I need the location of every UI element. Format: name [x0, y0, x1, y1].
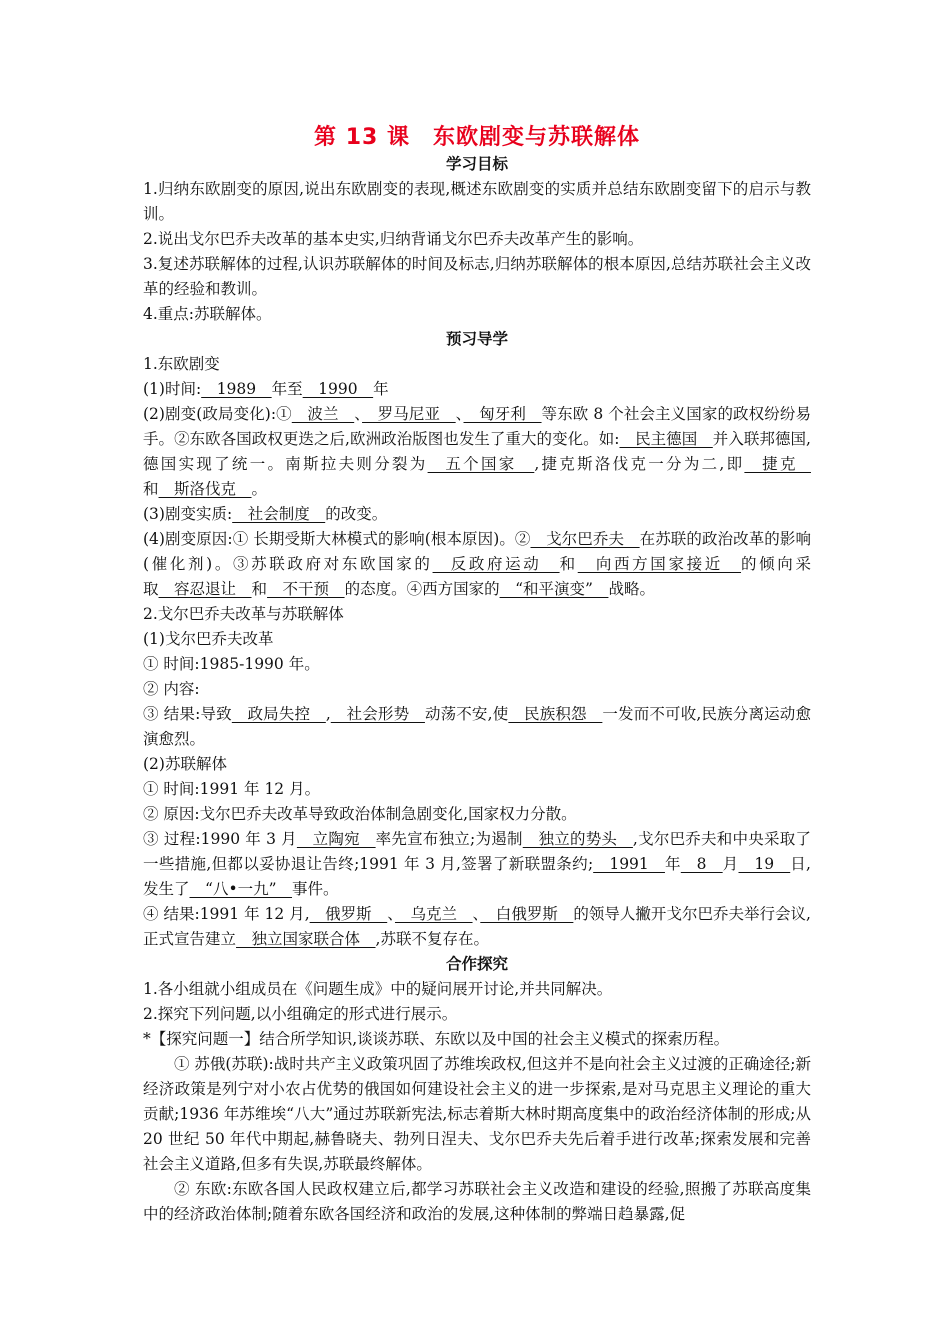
- answer-blank: “八•一九”: [189, 880, 293, 898]
- answer-blank: 1991: [593, 855, 665, 873]
- text: 的改变。: [325, 505, 388, 523]
- inquiry-paragraph-ussr: ① 苏俄(苏联):战时共产主义政策巩固了苏维埃政权,但这并不是向社会主义过渡的正确途径;新经济政策是列宁对小农占优势的俄国如何建设社会主义的进一步探索,是对马克思主义理论的重大贡献;1936 年苏维埃“八大”通过苏联新宪法,标志着斯大林时期高度集中的政治经济体制的形成;从 20 世纪 50 年代中期起,赫鲁晓夫、勃列日涅夫、戈尔巴乔夫先后着手进行改革;探索发展和完善社会主义道路,但多有失误,苏联最终解体。: [143, 1055, 811, 1173]
- answer-blank: 五个国家: [427, 455, 535, 473]
- text: (4)剧变原因:① 长期受斯大林模式的影响(根本原因)。②: [143, 530, 531, 548]
- text: (1)时间:: [143, 380, 202, 398]
- text: ④ 结果:1991 年 12 月,: [143, 905, 310, 923]
- heading-eastern-europe: 1.东欧剧变: [143, 355, 220, 373]
- answer-blank: 俄罗斯: [309, 905, 388, 923]
- text: 等东欧 8 个社会主义国家的政权纷纷易手。②东欧各国政权更迭之后,欧洲政治版图也发生了重大的变化。如:: [143, 405, 811, 448]
- section-heading-preview: 预习导学: [445, 330, 508, 348]
- text: ,苏联不复存在。: [375, 930, 489, 948]
- text: 动荡不安,使: [424, 705, 509, 723]
- text: 、: [387, 905, 395, 923]
- paragraph-dissolution-result: [143, 902, 811, 952]
- text: 年: [664, 855, 681, 873]
- text: ③ 过程:1990 年 3 月: [143, 830, 297, 848]
- text: 的领导人撇开戈尔巴乔夫举行会议,正式宣告建立: [143, 905, 811, 948]
- answer-blank: 白俄罗斯: [480, 905, 574, 923]
- paragraph-essence: [143, 502, 811, 527]
- text: 、: [455, 405, 464, 423]
- answer-blank: 19: [738, 855, 791, 873]
- text: 、: [472, 905, 481, 923]
- cooperation-line-2: 2.探究下列问题,以小组确定的形式进行展示。: [143, 1005, 458, 1023]
- paragraph-causes: [143, 527, 811, 602]
- text: 事件。: [292, 880, 339, 898]
- text: 的态度。④西方国家的: [344, 580, 500, 598]
- answer-blank: 社会制度: [232, 505, 326, 523]
- answer-blank: 立陶宛: [296, 830, 376, 848]
- text: ,戈尔巴乔夫和中央采取了一些措施,但都以妥协退让告终;1991 年 3 月,签署了新联盟条约;: [143, 830, 811, 873]
- answer-blank: 捷克: [744, 455, 811, 473]
- text: ,捷克斯洛伐克一分为二,即: [534, 455, 745, 473]
- answer-blank: 不干预: [267, 580, 345, 598]
- section-heading-cooperation: 合作探究: [445, 955, 508, 973]
- page-content: [143, 124, 811, 1227]
- answer-blank: 乌克兰: [394, 905, 473, 923]
- text: 并入联邦德国,德国实现了统一。南斯拉夫则分裂为: [143, 430, 811, 473]
- answer-blank: 匈牙利: [463, 405, 542, 423]
- heading-gorbachev: 2.戈尔巴乔夫改革与苏联解体: [143, 605, 344, 623]
- answer-blank: 1990: [302, 380, 374, 398]
- objective-2: 2.说出戈尔巴乔夫改革的基本史实,归纳背诵戈尔巴乔夫改革产生的影响。: [143, 230, 644, 248]
- answer-blank: 罗马尼亚: [362, 405, 456, 423]
- answer-blank: 向西方国家接近: [577, 555, 742, 573]
- text: 。: [251, 480, 268, 498]
- section-heading-objectives: 学习目标: [445, 155, 508, 173]
- text: 月: [722, 855, 739, 873]
- objective-3: 3.复述苏联解体的过程,认识苏联解体的时间及标志,归纳苏联解体的根本原因,总结苏联社会主义改革的经验和教训。: [143, 255, 811, 298]
- text: (2)剧变(政局变化):①: [143, 405, 292, 423]
- text: ③ 结果:导致: [143, 705, 232, 723]
- objective-1: 1.归纳东欧剧变的原因,说出东欧剧变的表现,概述东欧剧变的实质并总结东欧剧变留下的启示与教训。: [143, 180, 811, 223]
- text: 的倾向采取: [143, 555, 811, 598]
- inquiry-paragraph-eastern-europe: ② 东欧:东欧各国人民政权建立后,都学习苏联社会主义改造和建设的经验,照搬了苏联高度集中的经济政治体制;随着东欧各国经济和政治的发展,这种体制的弊端日趋暴露,促: [143, 1180, 811, 1223]
- answer-blank: 独立的势头: [522, 830, 633, 848]
- answer-blank: 波兰: [291, 405, 355, 423]
- text: 和: [143, 480, 159, 498]
- answer-blank: “和平演变”: [499, 580, 609, 598]
- subheading-dissolution: (2)苏联解体: [143, 755, 227, 773]
- reform-time: ① 时间:1985-1990 年。: [143, 655, 320, 673]
- text: 和: [559, 555, 578, 573]
- lesson-title: 第 13 课 东欧剧变与苏联解体: [314, 125, 640, 150]
- text: 战略。: [608, 580, 655, 598]
- answer-blank: 斯洛伐克: [158, 480, 252, 498]
- paragraph-changes: [143, 402, 811, 502]
- text: (3)剧变实质:: [143, 505, 233, 523]
- answer-blank: 8: [680, 855, 723, 873]
- dissolution-time: ① 时间:1991 年 12 月。: [143, 780, 321, 798]
- paragraph-reform-result: [143, 702, 811, 752]
- objective-4: 4.重点:苏联解体。: [143, 305, 272, 323]
- text: 年至: [271, 380, 303, 398]
- answer-blank: 民族积怨: [508, 705, 603, 723]
- cooperation-line-1: 1.各小组就小组成员在《问题生成》中的疑问展开讨论,并共同解决。: [143, 980, 613, 998]
- dissolution-cause: ② 原因:戈尔巴乔夫改革导致政治体制急剧变化,国家权力分散。: [143, 805, 577, 823]
- inquiry-question-1: *【探究问题一】结合所学知识,谈谈苏联、东欧以及中国的社会主义模式的探索历程。: [143, 1030, 730, 1048]
- answer-blank: 反政府运动: [432, 555, 560, 573]
- answer-blank: 社会形势: [330, 705, 425, 723]
- text: 率先宣布独立;为遏制: [375, 830, 523, 848]
- answer-blank: 独立国家联合体: [236, 930, 376, 948]
- answer-blank: 容忍退让: [158, 580, 252, 598]
- text: 、: [354, 405, 363, 423]
- text: 年: [373, 380, 389, 398]
- text: 日,发生了: [143, 855, 811, 898]
- answer-blank: 戈尔巴乔夫: [530, 530, 640, 548]
- text: ,: [325, 705, 331, 723]
- text: 一发而不可收,民族分离运动愈演愈烈。: [143, 705, 811, 748]
- paragraph-time: [143, 377, 811, 402]
- answer-blank: 民主德国: [619, 430, 713, 448]
- text: 和: [251, 580, 268, 598]
- text: 在苏联的政治改革的影响(催化剂)。③苏联政府对东欧国家的: [143, 530, 811, 573]
- subheading-reform: (1)戈尔巴乔夫改革: [143, 630, 274, 648]
- paragraph-dissolution-process: [143, 827, 811, 902]
- answer-blank: 政局失控: [231, 705, 326, 723]
- answer-blank: 1989: [201, 380, 272, 398]
- reform-content: ② 内容:: [143, 680, 200, 698]
